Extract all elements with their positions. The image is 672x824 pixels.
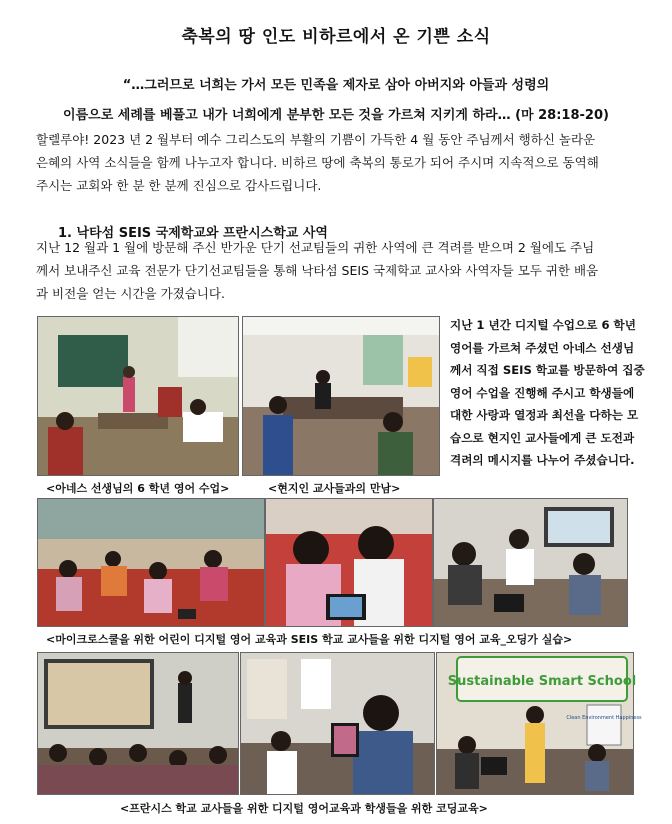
side-line: 지난 1 년간 디지털 수업으로 6 학년 bbox=[450, 318, 636, 332]
section-body-line-2: 께서 보내주신 교육 전문가 단기선교팀들을 통해 낙타섬 SEIS 국제학교 교사와 사역자들 모두 귀한 배움 bbox=[36, 263, 599, 278]
page-title: 축복의 땅 인도 비하르에서 온 기쁜 소식 bbox=[181, 27, 491, 47]
photo-francis-tablet bbox=[240, 652, 435, 795]
photo-tablet-children bbox=[265, 498, 433, 627]
poster-text: Clean Environment Happiness bbox=[566, 715, 642, 721]
section-heading: 1. 낙타섬 SEIS 국제학교와 프란시스학교 사역 bbox=[58, 226, 328, 241]
intro-line-3: 주시는 교회와 한 분 한 분께 진심으로 감사드립니다. bbox=[36, 178, 322, 193]
side-line: 습으로 현지인 교사들에게 큰 도전과 bbox=[450, 430, 635, 445]
section-body-line-3: 과 비전을 얻는 시간을 가졌습니다. bbox=[36, 286, 225, 301]
school-banner-text: Sustainable Smart School bbox=[447, 674, 637, 689]
section-body-line-1: 지난 12 월과 1 월에 방문해 주신 반가운 단기 선교팀들의 귀한 사역에 큰 격려를 받으며 2 월에도 주님 bbox=[36, 240, 595, 255]
photo-coding-class bbox=[436, 652, 642, 795]
side-line: 격려의 메시지를 나누어 주셨습니다. bbox=[450, 453, 635, 467]
scripture-line-1: “…그러므로 너희는 가서 모든 민족을 제자로 삼아 아버지와 아들과 성령의 bbox=[122, 78, 550, 93]
caption-teacher-meeting: <현지인 교사들과의 만남> bbox=[268, 482, 401, 495]
photo-teacher-training bbox=[433, 498, 628, 627]
scripture-line-2: 이름으로 세례를 베풀고 내가 너희에게 분부한 모든 것을 가르쳐 지키게 하라… (마 28:18-20) bbox=[63, 108, 609, 123]
photo-english-class bbox=[37, 316, 239, 476]
intro-line-1: 할렐루야! 2023 년 2 월부터 예수 그리스도의 부활의 기쁨이 가득한 4 월 동안 주님께서 행하신 놀라운 bbox=[36, 132, 596, 147]
caption-francis-school: <프란시스 학교 교사들을 위한 디지털 영어교육과 학생들을 위한 코딩교육> bbox=[120, 802, 488, 815]
side-line: 영어를 가르쳐 주셨던 아네스 선생님 bbox=[450, 340, 635, 355]
caption-english-class: <아네스 선생님의 6 학년 영어 수업> bbox=[46, 482, 230, 495]
caption-digital-english: <마이크로스쿨을 위한 어린이 디지털 영어 교육과 SEIS 학교 교사들을 위한 디지털 영어 교육_오딩가 실습> bbox=[46, 633, 573, 646]
photo-teacher-meeting bbox=[242, 316, 440, 476]
side-line: 영어 수업을 진행해 주시고 학생들에 bbox=[450, 385, 635, 400]
photo-microschool-children bbox=[37, 498, 265, 627]
photo-francis-teachers bbox=[37, 652, 239, 795]
side-description bbox=[450, 314, 650, 472]
side-line: 대한 사랑과 열정과 최선을 다하는 모 bbox=[450, 408, 639, 422]
intro-line-2: 은혜의 사역 소식들을 함께 나누고자 합니다. 비하르 땅에 축복의 통로가 되어 주시며 지속적으로 동역해 bbox=[36, 155, 599, 170]
side-line: 께서 직접 SEIS 학교를 방문하여 집중 bbox=[450, 363, 645, 377]
